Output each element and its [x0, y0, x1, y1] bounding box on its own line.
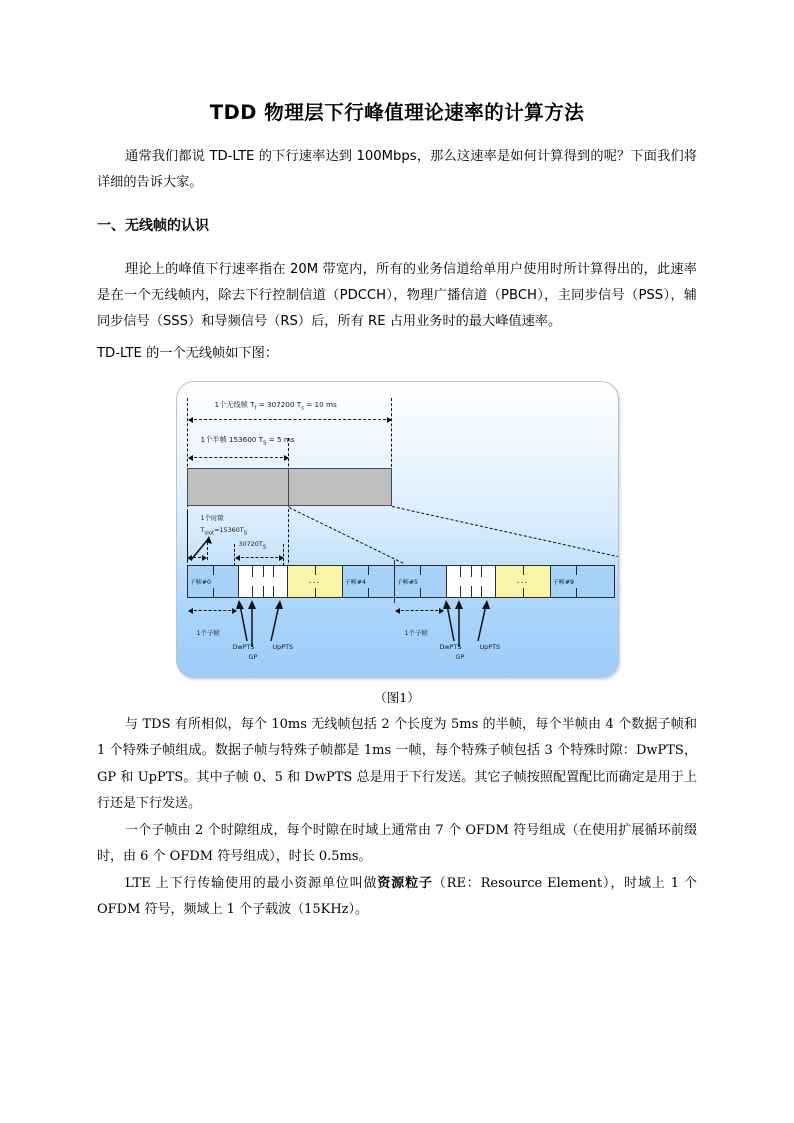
figure-wrapper: [97, 381, 697, 678]
one-subframe-label-right: 1个子帧: [404, 628, 428, 637]
re-text-part1: LTE 上下行传输使用的最小资源单位叫做: [125, 875, 378, 891]
subframe-cell-ellipsis1: [288, 566, 343, 597]
half-frame-bar-2: [288, 468, 392, 506]
expansion-line-top: [391, 506, 618, 560]
slot-divider-tick: [368, 566, 369, 575]
uppts-label-right: UpPTS: [479, 642, 501, 651]
special-slot-tick-left-b: [460, 586, 461, 597]
ellipsis-label-2: ...: [516, 575, 529, 586]
special-slot-tick-right-b: [273, 586, 274, 597]
slot-divider-tick: [315, 588, 316, 597]
subframe-cell-special2: [447, 566, 496, 597]
intro-paragraph: 通常我们都说 TD-LTE 的下行速率达到 100Mbps，那么这速率是如何计算得到的呢？下面我们将详细的告诉大家。: [97, 149, 697, 191]
radio-frame-label: 1个无线帧 $T_f = 307200$ $T_s = 10$ ms: [214, 399, 337, 412]
slot-divider-tick: [315, 566, 316, 575]
subframe-label-sf0: 子帧#0: [189, 578, 211, 586]
subframe-cell-ellipsis2: [496, 566, 551, 597]
subframe-cell-sf5: [395, 566, 447, 597]
guide-line-slot-start: [187, 512, 188, 560]
subframe-cell-special1: [239, 566, 288, 597]
special-slot-tick-center-b: [263, 586, 264, 597]
half-frame-bar-1: [187, 468, 289, 506]
gp-label-right: GP: [455, 652, 465, 661]
one-subframe-label-left: 1个子帧: [196, 628, 220, 637]
slot-divider-tick: [368, 588, 369, 597]
half-frame-arrow: [189, 457, 288, 458]
theory-paragraph: 理论上的峰值下行速率指在 20M 带宽内，所有的业务信道给单用户使用时所计算得出的，此速率是在一个无线帧内，除去下行控制信道（PDCCH），物理广播信道（PBCH），主同步信号（PSS），辅同步信号（SSS）和导频信号（RS）后，所有 RE 占用业务时的最大峰值速率。: [97, 261, 697, 329]
half-frame-boundary-line: [394, 560, 395, 603]
slot-divider-tick: [576, 588, 577, 597]
figure-caption: （图1）: [374, 689, 420, 705]
subframe-cell-sf9: [551, 566, 615, 597]
special-slot-tick-right-b: [481, 586, 482, 597]
subframe-label-sf4: 子帧#4: [344, 578, 366, 586]
uppts-label-left: UpPTS: [272, 642, 294, 651]
radio-frame-arrow: [189, 419, 391, 420]
slot-divider-tick: [523, 566, 524, 575]
special-slot-tick-right: [481, 566, 482, 577]
slot-divider-tick: [420, 588, 421, 597]
resource-element-paragraph: [97, 871, 697, 924]
subframe-ts-arrow: [236, 557, 283, 558]
special-slot-tick-center: [263, 566, 264, 577]
subframe-cell-sf4: [343, 566, 395, 597]
subframe-strip: [187, 565, 615, 598]
special-slot-tick-left: [252, 566, 253, 577]
re-text-part2: （RE：Resource Element），时域上 1 个 OFDM 符号，频域上 1 个子载波（15KHz）。: [97, 875, 697, 918]
page-title: TDD 物理层下行峰值理论速率的计算方法: [209, 101, 585, 124]
uppts-pointer-left: [256, 599, 296, 643]
half-frame-label: 1个半帧 153600 $T_S = 5$ ms: [200, 434, 295, 447]
dwpts-label-left: DwPTS: [232, 642, 255, 651]
subframe-cell-sf0: [187, 566, 239, 597]
guide-line-slot-end: [207, 542, 208, 560]
slot-label-line2: $T_{slot}=15360T_S$: [200, 525, 248, 537]
lte-frame-structure-diagram: [176, 381, 619, 678]
slot-divider-tick: [576, 566, 577, 575]
special-slot-tick-right: [273, 566, 274, 577]
slot-divider-tick: [523, 588, 524, 597]
subframe-ts-label: $30720T_S$: [238, 539, 267, 551]
slot-paragraph: 一个子帧由 2 个时隙组成，每个时隙在时域上通常由 7 个 OFDM 符号组成（在使用扩展循环前缀时，由 6 个 OFDM 符号组成），时长 0.5ms。: [97, 822, 697, 865]
re-bold-term: 资源粒子: [377, 875, 433, 891]
section-heading-1: 一、无线帧的认识: [97, 218, 209, 235]
uppts-pointer-right: [463, 599, 503, 643]
slot-width-arrow: [188, 557, 206, 558]
special-slot-tick-center-b: [471, 586, 472, 597]
slot-divider-tick: [213, 588, 214, 597]
expansion-line-bottom: [288, 507, 403, 564]
tds-paragraph: 与 TDS 有所相似，每个 10ms 无线帧包括 2 个长度为 5ms 的半帧，每个半帧由 4 个数据子帧和 1 个特殊子帧组成。数据子帧与特殊子帧都是 1ms 一帧，每个特殊子帧包括 3 个特殊时隙：DwPTS，GP 和 UpPTS。其中子帧 0、5 和 DwPTS 总是用于下行发送。其它子帧按照配置配比而确定是用于上行还是下行发送。: [97, 716, 697, 812]
subframe-label-sf5: 子帧#5: [396, 578, 418, 586]
dwpts-label-right: DwPTS: [439, 642, 462, 651]
guide-line-ts-end: [283, 544, 284, 566]
special-slot-tick-center: [471, 566, 472, 577]
slot-label-line1: 1个时隙: [200, 513, 224, 522]
special-slot-tick-left: [460, 566, 461, 577]
special-slot-tick-left-b: [252, 586, 253, 597]
gp-label-left: GP: [248, 652, 258, 661]
slot-divider-tick: [213, 566, 214, 575]
frame-intro-paragraph: TD-LTE 的一个无线帧如下图：: [97, 345, 278, 361]
subframe-label-sf9: 子帧#9: [552, 578, 574, 586]
slot-divider-tick: [420, 566, 421, 575]
ellipsis-label-1: ...: [308, 575, 321, 586]
